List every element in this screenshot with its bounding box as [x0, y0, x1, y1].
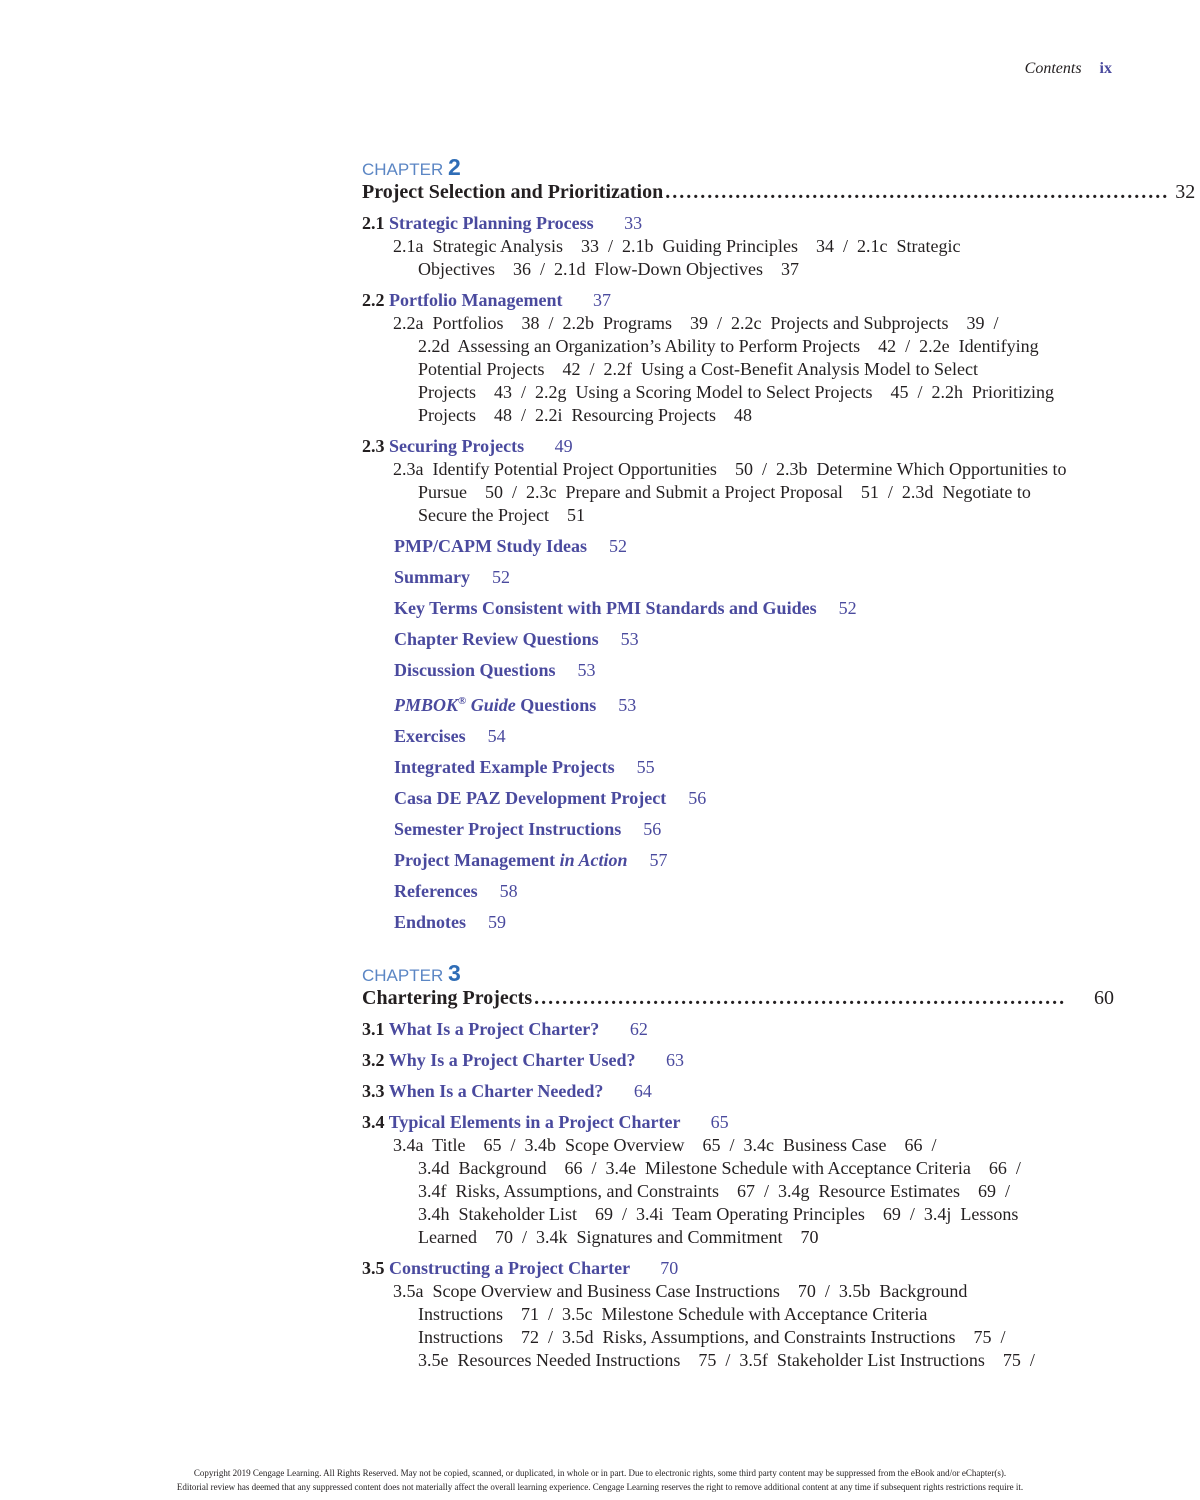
running-head-label: Contents [1024, 60, 1082, 77]
toc-item[interactable] [394, 690, 1114, 717]
item-title: Questions [515, 695, 597, 715]
item-title: Summary [394, 567, 470, 587]
toc-section[interactable] [362, 435, 1114, 458]
section-page: 49 [554, 436, 573, 456]
toc-item[interactable] [394, 756, 1114, 779]
section-number: 3.2 [362, 1050, 385, 1070]
item-page: 56 [643, 819, 662, 839]
item-page: 59 [488, 912, 507, 932]
section-number: 2.2 [362, 290, 385, 310]
subsection-line: Objectives 36 / 2.1d Flow-Down Objectives 37 [418, 259, 799, 279]
toc-section[interactable] [362, 1049, 1114, 1072]
item-page: 52 [838, 598, 857, 618]
item-title: Endnotes [394, 912, 467, 932]
section-number: 3.4 [362, 1112, 385, 1132]
item-title: Key Terms Consistent with PMI Standards and Guides [394, 598, 817, 618]
chapter-number: 3 [447, 960, 461, 986]
page-number: ix [1099, 60, 1112, 77]
section-title: Typical Elements in a Project Charter [388, 1112, 681, 1132]
item-title: Exercises [394, 726, 466, 746]
section-page: 63 [665, 1050, 684, 1070]
chapter-title-row[interactable] [362, 180, 1196, 204]
section-title: Securing Projects [389, 436, 525, 456]
subsection-list [362, 312, 1114, 427]
chapter-title: Project Selection and Prioritization [362, 181, 664, 203]
subsection-line: 3.4h Stakeholder List 69 / 3.4i Team Operating Principles 69 / 3.4j Lessons [418, 1204, 1019, 1224]
toc-section[interactable] [362, 1018, 1114, 1041]
section-page: 37 [592, 290, 611, 310]
section-title: Strategic Planning Process [389, 213, 594, 233]
item-title-italic: PMBOK [394, 695, 459, 715]
section-page: 65 [710, 1112, 729, 1132]
subsection-line: Projects 48 / 2.2i Resourcing Projects 48 [418, 405, 752, 425]
subsection-line: 2.1a Strategic Analysis 33 / 2.1b Guiding Principles 34 / 2.1c Strategic [393, 236, 961, 256]
subsection-line: Projects 43 / 2.2g Using a Scoring Model to Select Projects 45 / 2.2h Prioritizing [418, 382, 1054, 402]
item-page: 52 [492, 567, 510, 587]
section-page: 62 [629, 1019, 648, 1039]
section-number: 3.1 [362, 1019, 385, 1039]
subsection-line: Instructions 71 / 3.5c Milestone Schedule with Acceptance Criteria [418, 1304, 928, 1324]
toc-item[interactable] [394, 911, 1114, 934]
subsection-line: 2.2d Assessing an Organization’s Ability to Perform Projects 42 / 2.2e Identifying [418, 336, 1039, 356]
toc-item[interactable] [394, 849, 1114, 872]
section-title: Constructing a Project Charter [389, 1258, 630, 1278]
item-page: 53 [577, 660, 596, 680]
section-title: What Is a Project Charter? [388, 1019, 600, 1039]
toc-item[interactable] [394, 535, 1114, 558]
toc-item[interactable] [394, 787, 1114, 810]
subsection-list [362, 235, 1114, 281]
subsection-line: 3.4f Risks, Assumptions, and Constraints 67 / 3.4g Resource Estimates 69 / [418, 1181, 1010, 1201]
chapter-label-text: CHAPTER [362, 966, 444, 985]
toc-item[interactable] [394, 597, 1114, 620]
chapter-number: 2 [447, 154, 461, 180]
chapter-page: 32 [1175, 181, 1196, 203]
section-number: 3.5 [362, 1258, 385, 1278]
item-page: 54 [487, 726, 506, 746]
subsection-line: 3.4a Title 65 / 3.4b Scope Overview 65 / 3.4c Business Case 66 / [393, 1135, 937, 1155]
toc-item[interactable] [394, 659, 1114, 682]
chapter-page: 60 [1094, 987, 1114, 1009]
toc-section[interactable] [362, 289, 1114, 312]
item-page: 52 [609, 536, 627, 556]
item-title: PMP/CAPM Study Ideas [394, 536, 587, 556]
item-title: Discussion Questions [394, 660, 556, 680]
item-page: 58 [499, 881, 518, 901]
chapter-label-text: CHAPTER [362, 160, 444, 179]
item-title-italic: in Action [559, 850, 628, 870]
subsection-line: Instructions 72 / 3.5d Risks, Assumptions, and Constraints Instructions 75 / [418, 1327, 1006, 1347]
subsection-line: 2.2a Portfolios 38 / 2.2b Programs 39 / 2.2c Projects and Subprojects 39 / [393, 313, 999, 333]
section-title: When Is a Charter Needed? [388, 1081, 604, 1101]
item-title-italic: Guide [466, 695, 516, 715]
toc-item[interactable] [394, 818, 1114, 841]
item-page: 53 [618, 695, 637, 715]
item-title: References [394, 881, 478, 901]
item-page: 53 [620, 629, 639, 649]
chapter-title: Chartering Projects [362, 987, 533, 1009]
toc-item[interactable] [394, 628, 1114, 651]
section-number: 3.3 [362, 1081, 385, 1101]
item-title: Semester Project Instructions [394, 819, 622, 839]
toc-section[interactable] [362, 1080, 1114, 1103]
subsection-line: 3.5e Resources Needed Instructions 75 / 3.5f Stakeholder List Instructions 75 / [418, 1350, 1035, 1370]
subsection-line: Learned 70 / 3.4k Signatures and Commitment 70 [418, 1227, 819, 1247]
item-page: 56 [688, 788, 707, 808]
item-title: Project Management [394, 850, 560, 870]
registered-mark: ® [458, 695, 467, 707]
subsection-list [362, 1134, 1114, 1249]
section-title: Portfolio Management [389, 290, 563, 310]
chapter-title-row[interactable] [362, 986, 1114, 1010]
subsection-line: 3.4d Background 66 / 3.4e Milestone Schedule with Acceptance Criteria 66 / [418, 1158, 1021, 1178]
copyright-notice: Copyright 2019 Cengage Learning. All Rights Reserved. May not be copied, scanned, or duplicated, in whole or in part. Due to electronic rights, some third party content may be suppressed from the eBook and/or eChapter(s). [193, 1468, 1007, 1478]
table-of-contents [362, 154, 1196, 1372]
toc-section[interactable] [362, 212, 1114, 235]
subsection-line: 2.3a Identify Potential Project Opportunities 50 / 2.3b Determine Which Opportunities to [393, 459, 1067, 479]
editorial-notice: Editorial review has deemed that any suppressed content does not materially affect the overall learning experience. Cengage Learning reserves the right to remove additional content at any time if subsequent rights restrictions require it. [176, 1482, 1024, 1492]
leader-dots: ........................................................................ [665, 181, 1170, 203]
leader-dots: ............................................................................ [534, 987, 1067, 1009]
item-page: 57 [649, 850, 668, 870]
section-page: 33 [624, 213, 643, 233]
section-page: 64 [633, 1081, 652, 1101]
subsection-list [362, 458, 1114, 527]
item-title: Chapter Review Questions [394, 629, 599, 649]
subsection-line: Secure the Project 51 [418, 505, 585, 525]
subsection-line: Pursue 50 / 2.3c Prepare and Submit a Project Proposal 51 / 2.3d Negotiate to [418, 482, 1031, 502]
toc-section[interactable] [362, 1111, 1114, 1134]
subsection-line: 3.5a Scope Overview and Business Case Instructions 70 / 3.5b Background [393, 1281, 968, 1301]
running-head [1025, 60, 1112, 78]
toc-item[interactable] [394, 880, 1114, 903]
item-title: Integrated Example Projects [394, 757, 615, 777]
subsection-line: Potential Projects 42 / 2.2f Using a Cost-Benefit Analysis Model to Select [418, 359, 978, 379]
chapter-label [362, 154, 1114, 180]
toc-section[interactable] [362, 1257, 1114, 1280]
section-title: Why Is a Project Charter Used? [388, 1050, 636, 1070]
section-page: 70 [660, 1258, 679, 1278]
toc-item[interactable] [394, 566, 1114, 589]
subsection-list [362, 1280, 1114, 1372]
item-page: 55 [636, 757, 655, 777]
item-title: Casa DE PAZ Development Project [394, 788, 667, 808]
section-number: 2.3 [362, 436, 385, 456]
chapter-label [362, 960, 1114, 986]
toc-item[interactable] [394, 725, 1114, 748]
section-number: 2.1 [362, 213, 385, 233]
